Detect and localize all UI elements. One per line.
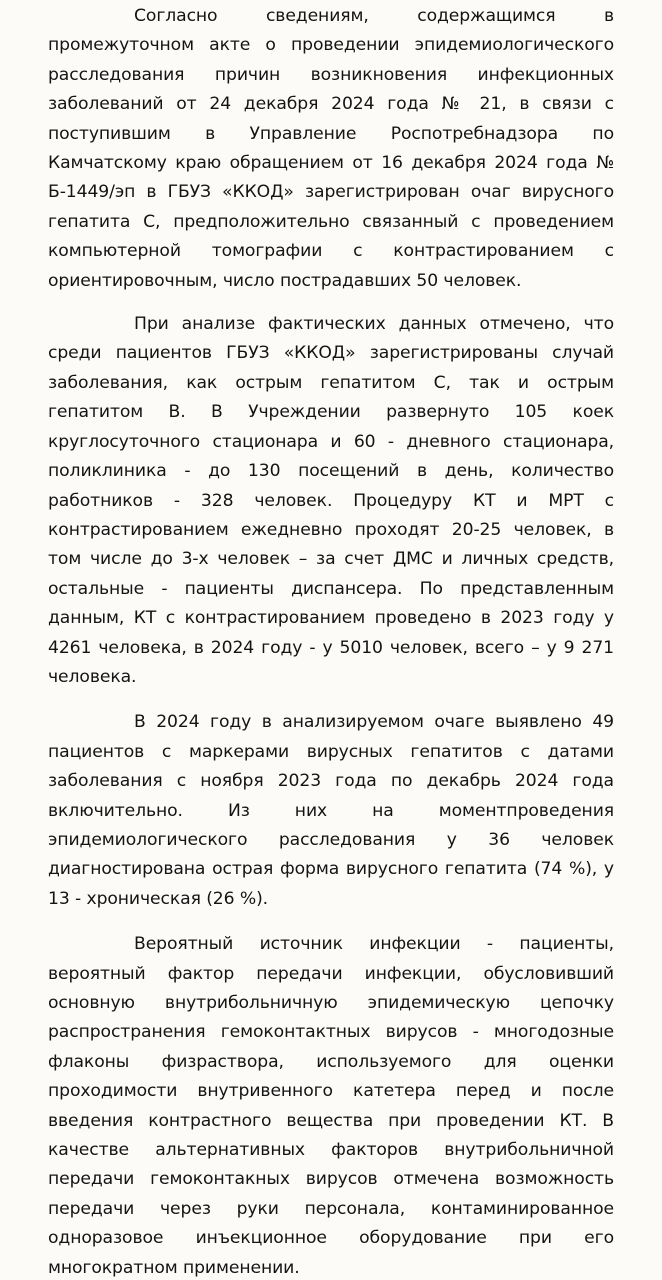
paragraph-3: В 2024 году в анализируемом очаге выявлено 49 пациентов с маркерами вирусных гепатитов с датами заболевания с ноября 2023 года по декабрь 2024 года включительно. Из них на моментпроведения эпидемиологического расследования у 36 человек диагностирована острая форма вирусного гепатита (74 %), у 13 - хроническая (26 %).	[48, 712, 614, 909]
paragraph-1: Согласно сведениям, содержащимся в промежуточном акте о проведении эпидемиологического расследования причин возникновения инфекционных заболеваний от 24 декабря 2024 года № 21, в связи с поступившим в Управление Роспотребнадзора по Камчатскому краю обращением от 16 декабря 2024 года № Б-1449/эп в ГБУЗ «ККОД» зарегистрирован очаг вирусного гепатита С, предположительно связанный с проведением компьютерной томографии с контрастированием с ориентировочным, число пострадавших 50 человек.	[48, 6, 614, 291]
paragraph-4: Вероятный источник инфекции - пациенты, вероятный фактор передачи инфекции, обусловивший основную внутрибольничную эпидемическую цепочку распространения гемоконтактных вирусов - многодозные флаконы физраствора, используемого для оценки проходимости внутривенного катетера перед и после введения контрастного вещества при проведении КТ. В качестве альтернативных факторов внутрибольничной передачи гемоконтакных вирусов отмечена возможность передачи через руки персонала, контаминированное одноразовое инъекционное оборудование при его многократном применении.	[48, 934, 614, 1278]
paragraph-2: При анализе фактических данных отмечено, что среди пациентов ГБУЗ «ККОД» зарегистрированы случай заболевания, как острым гепатитом С, так и острым гепатитом В. В Учреждении развернуто 105 коек круглосуточного стационара и 60 - дневного стационара, поликлиника - до 130 посещений в день, количество работников - 328 человек. Процедуру КТ и МРТ с контрастированием ежедневно проходят 20-25 человек, в том числе до 3-х человек – за счет ДМС и личных средств, остальные - пациенты диспансера. По представленным данным, КТ с контрастированием проведено в 2023 году у 4261 человека, в 2024 году - у 5010 человек, всего – у 9 271 человека.	[48, 314, 614, 687]
